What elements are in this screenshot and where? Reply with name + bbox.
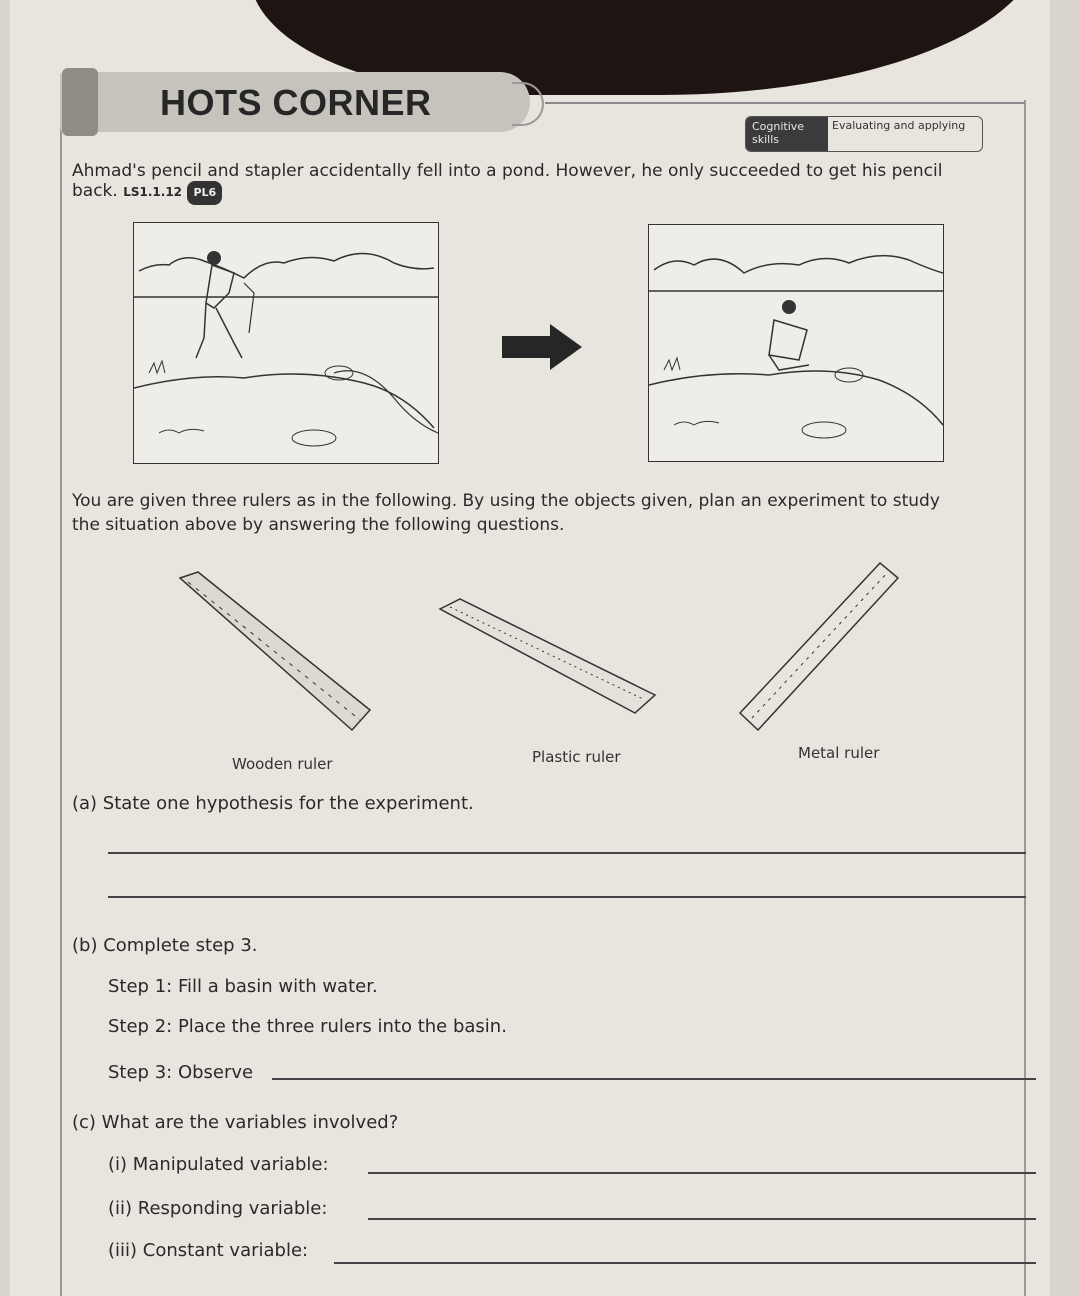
page-title: HOTS CORNER xyxy=(160,82,432,123)
standard-code: LS1.1.12 xyxy=(123,185,183,199)
question-c: (c) What are the variables involved? xyxy=(72,1112,399,1133)
step-1: Step 1: Fill a basin with water. xyxy=(108,976,378,997)
question-a: (a) State one hypothesis for the experiment. xyxy=(72,793,474,814)
plastic-ruler-label: Plastic ruler xyxy=(532,748,621,766)
intro-line-1: Ahmad's pencil and stapler accidentally fell into a pond. However, he only succeeded to get his pencil xyxy=(72,161,943,181)
answer-line-responding[interactable] xyxy=(368,1218,1036,1220)
step-2: Step 2: Place the three rulers into the basin. xyxy=(108,1016,507,1037)
metal-ruler-drawing xyxy=(730,558,910,738)
intro-line-2 xyxy=(72,180,222,205)
skills-value: Evaluating and applying xyxy=(832,119,966,132)
scene-before xyxy=(133,222,439,464)
intro-back: back. xyxy=(72,181,118,201)
manipulated-variable-label: (i) Manipulated variable: xyxy=(108,1154,329,1175)
answer-line-manipulated[interactable] xyxy=(368,1172,1036,1174)
step-3: Step 3: Observe xyxy=(108,1062,254,1083)
scene-after-drawing xyxy=(649,225,943,461)
task-line-1: You are given three rulers as in the following. By using the objects given, plan an experiment to study xyxy=(72,491,940,511)
answer-line-step3[interactable] xyxy=(272,1078,1036,1080)
task-line-2: the situation above by answering the following questions. xyxy=(72,515,565,535)
banner-cap xyxy=(62,68,98,136)
constant-variable-label: (iii) Constant variable: xyxy=(108,1240,309,1261)
scene-before-drawing xyxy=(134,223,438,463)
skills-label: Cognitive skills xyxy=(746,117,828,151)
metal-ruler-label: Metal ruler xyxy=(798,744,880,762)
pl-badge: PL6 xyxy=(187,181,222,205)
skills-badge xyxy=(745,116,983,152)
scene-after xyxy=(648,224,944,462)
responding-variable-label: (ii) Responding variable: xyxy=(108,1198,328,1219)
answer-line-constant[interactable] xyxy=(334,1262,1036,1264)
answer-line-a1[interactable] xyxy=(108,852,1026,854)
wooden-ruler-drawing xyxy=(170,570,380,740)
wooden-ruler-label: Wooden ruler xyxy=(232,755,333,773)
arrow-right-icon xyxy=(500,322,586,372)
question-b: (b) Complete step 3. xyxy=(72,935,258,956)
plastic-ruler-drawing xyxy=(435,595,665,725)
answer-line-a2[interactable] xyxy=(108,896,1026,898)
banner-line xyxy=(545,102,1025,104)
